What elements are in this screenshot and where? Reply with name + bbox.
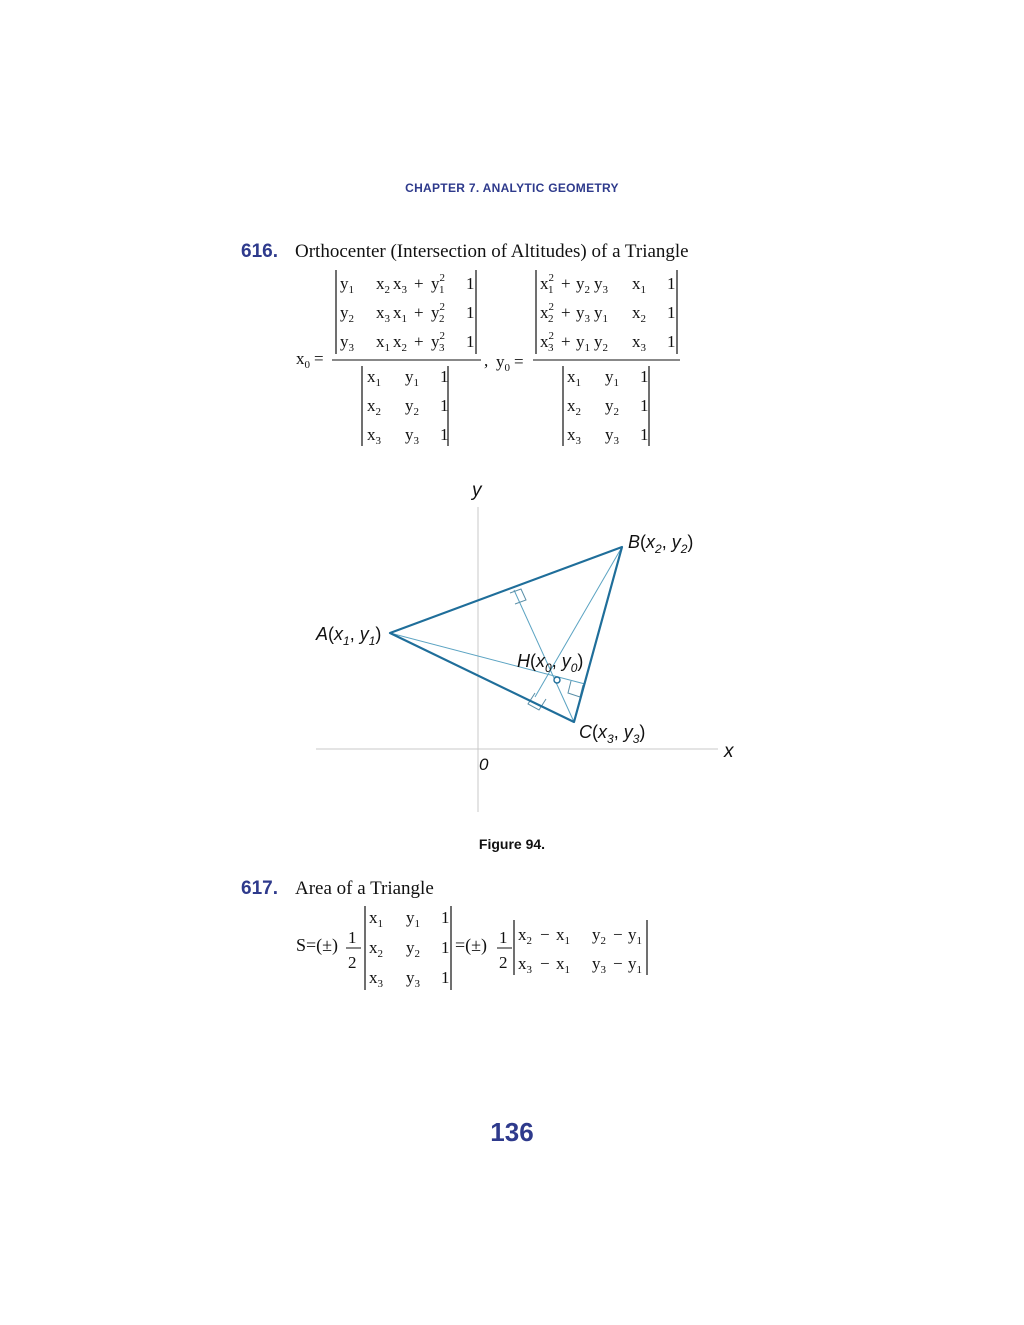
x0-den-cell-a: $x_3$ [367, 425, 381, 447]
area-det3-one: 1 [441, 908, 450, 927]
area-det3-cell-a: $x_1$ [369, 908, 383, 930]
x0-den-cell-b: $y_3$ [405, 425, 419, 447]
y0-num-cell-2: $y_3$ [576, 303, 590, 325]
x0-num-cell-2: $x_3$ [376, 303, 390, 325]
x0-num-cell-3: $x_3$ [393, 274, 407, 296]
chapter-header: CHAPTER 7. ANALYTIC GEOMETRY [405, 181, 619, 195]
y-axis-label: y [472, 480, 482, 501]
y0-num-one: 1 [667, 274, 676, 293]
x0-num-plus: + [414, 274, 424, 293]
x0-num-one: 1 [466, 303, 475, 322]
half-denominator-2: 2 [499, 953, 508, 972]
x0-num-cell-1: $y_1$ [340, 274, 354, 296]
area-det3-cell-a: $x_2$ [369, 938, 383, 960]
y0-num-plus: + [561, 303, 571, 322]
point-b-label: $B(x_2$, $y_2$) [628, 532, 694, 556]
y0-num-cell-1: $x^2$ 3 [540, 330, 554, 354]
x0-num-cell-1: $y_3$ [340, 332, 354, 354]
y0-den-cell-b: $y_2$ [605, 396, 619, 418]
y0-den-one: 1 [640, 396, 649, 415]
point-h-label: $H(x_0$, $y_0$) [517, 651, 584, 675]
area-det2-cell-b: $x_1$ [556, 954, 570, 976]
y0-num-cell-5: $x_1$ [632, 274, 646, 296]
y0-den-one: 1 [640, 367, 649, 386]
area-det3-cell-a: $x_3$ [369, 968, 383, 990]
y0-den-cell-b: $y_3$ [605, 425, 619, 447]
problem-616-title: Orthocenter (Intersection of Altitudes) of a Triangle [295, 241, 689, 262]
y0-den-one: 1 [640, 425, 649, 444]
x0-num-one: 1 [466, 332, 475, 351]
x0-num-cell-4: $y^2$ 2 [431, 301, 445, 325]
area-det3-rows [369, 908, 450, 990]
figure-caption: Figure 94. [478, 836, 546, 852]
y0-num-cell-2: $y_2$ [576, 274, 590, 296]
area-det2-cell-d: $y_1$ [628, 954, 642, 976]
area-det2-cell-a: $x_2$ [518, 925, 532, 947]
problem-616-number: 616. [241, 241, 278, 262]
comma: , [484, 351, 489, 370]
x0-num-one: 1 [466, 274, 475, 293]
x0-den-one: 1 [440, 367, 449, 386]
x0-num-cell-3: $x_2$ [393, 332, 407, 354]
area-lhs: S=(±) [296, 935, 339, 955]
x0-num-plus: + [414, 332, 424, 351]
area-det2-minus: − [613, 925, 623, 944]
y0-den-cell-a: $x_1$ [567, 367, 581, 389]
area-det2-cell-a: $x_3$ [518, 954, 532, 976]
x0-num-cell-1: $y_2$ [340, 303, 354, 325]
half-numerator-1: 1 [348, 928, 357, 947]
area-det3-cell-b: $y_2$ [406, 938, 420, 960]
x0-den-one: 1 [440, 425, 449, 444]
area-det3-one: 1 [441, 938, 450, 957]
origin-label: 0 [479, 755, 489, 774]
area-middle: =(±) [455, 935, 488, 955]
y0-num-cell-3: $y_3$ [594, 274, 608, 296]
x0-den-cell-b: $y_1$ [405, 367, 419, 389]
half-numerator-2: 1 [499, 928, 508, 947]
x0-den-cell-b: $y_2$ [405, 396, 419, 418]
y0-num-cell-1: $x^2$ 2 [540, 301, 554, 325]
x-axis-label: x [724, 741, 734, 762]
y0-num-cell-5: $x_2$ [632, 303, 646, 325]
area-det2-cell-c: $y_3$ [592, 954, 606, 976]
point-a-label: $A(x_1$, $y_1$) [316, 624, 382, 648]
y0-den-cell-a: $x_2$ [567, 396, 581, 418]
y0-num-cell-5: $x_3$ [632, 332, 646, 354]
area-det2-cell-b: $x_1$ [556, 925, 570, 947]
y0-num-cell-2: $y_1$ [576, 332, 590, 354]
y0-num-cell-3: $y_2$ [594, 332, 608, 354]
point-c-label: $C(x_3$, $y_3$) [579, 722, 646, 746]
x0-den-one: 1 [440, 396, 449, 415]
area-det2-cell-c: $y_2$ [592, 925, 606, 947]
y0-num-plus: + [561, 274, 571, 293]
x0-num-cell-2: $x_1$ [376, 332, 390, 354]
y0-num-cell-1: $x^2$ 1 [540, 272, 554, 296]
area-det2-cell-d: $y_1$ [628, 925, 642, 947]
area-det2-minus: − [613, 954, 623, 973]
y0-num-one: 1 [667, 303, 676, 322]
problem-617-number: 617. [241, 878, 278, 899]
x0-num-cell-3: $x_1$ [393, 303, 407, 325]
problem-617-title: Area of a Triangle [295, 878, 434, 899]
area-det2-minus: − [540, 954, 550, 973]
y0-num-plus: + [561, 332, 571, 351]
page-number: 136 [490, 1117, 534, 1147]
x0-num-cell-4: $y^2$ 1 [431, 272, 445, 296]
y0-num-one: 1 [667, 332, 676, 351]
half-denominator-1: 2 [348, 953, 357, 972]
area-det3-cell-b: $y_3$ [406, 968, 420, 990]
y0-den-cell-a: $x_3$ [567, 425, 581, 447]
x0-den-cell-a: $x_1$ [367, 367, 381, 389]
x0-num-plus: + [414, 303, 424, 322]
area-det3-cell-b: $y_1$ [406, 908, 420, 930]
x0-den-cell-a: $x_2$ [367, 396, 381, 418]
area-det2-minus: − [540, 925, 550, 944]
y0-num-cell-3: $y_1$ [594, 303, 608, 325]
x0-num-cell-2: $x_2$ [376, 274, 390, 296]
area-det2-rows [518, 925, 642, 976]
y0-den-cell-b: $y_1$ [605, 367, 619, 389]
y0-lhs: $y_0$ = [496, 352, 524, 374]
x0-lhs: $x_0$ = [296, 349, 324, 371]
x0-num-cell-4: $y^2$ 3 [431, 330, 445, 354]
area-det3-one: 1 [441, 968, 450, 987]
